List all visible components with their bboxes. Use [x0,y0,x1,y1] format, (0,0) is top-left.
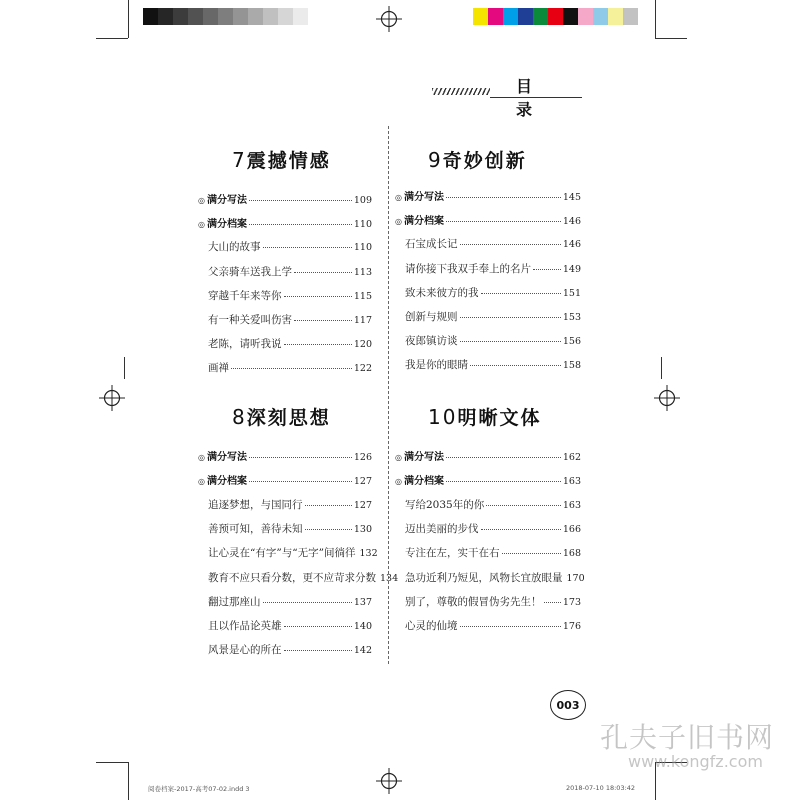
crop-mark-bottom-left-v [128,762,129,800]
toc-entry [405,261,581,276]
leader-dots [533,269,561,270]
toc-entry-page: 163 [562,476,581,488]
page-number: 003 [556,698,580,712]
section-number: 7 [232,148,247,172]
toc-entry-label: 教育不应只看分数，更不应苛求分数 [208,571,376,584]
toc-entry [198,215,372,230]
bullet-icon: ◎ [395,453,402,462]
watermark-text: 孔夫子旧书网 [600,721,775,754]
toc-entry-page: 126 [353,452,372,463]
grayscale-swatch [278,8,293,25]
toc-entry-label: 父亲骑车送我上学 [208,265,292,278]
toc-entry-page: 166 [562,523,581,535]
toc-entry [395,212,581,227]
toc-entry-page: 109 [353,195,372,206]
toc-entry-label: 且以作品论英雄 [208,620,282,633]
toc-entry [198,191,372,206]
toc-entry [208,570,399,585]
leader-dots [470,365,561,366]
toc-entry-label: 迈出美丽的步伐 [405,522,479,535]
toc-entry-page: 134 [380,572,399,584]
header-hatch-decoration [432,88,490,95]
section-number: 8 [232,405,247,429]
toc-entry-page: 130 [353,523,372,535]
section-title-9 [428,146,527,173]
process-swatch [578,8,593,25]
leader-dots [460,626,561,627]
section-title-7 [232,146,331,173]
process-color-bar [473,8,638,25]
toc-entry [405,497,581,512]
process-swatch [518,8,533,25]
toc-entry-page: 146 [562,239,581,251]
toc-entry-page: 115 [353,290,372,302]
toc-entry-label: 善预可知，善待未知 [208,522,303,535]
leader-dots [284,650,352,651]
toc-entry [208,288,372,303]
toc-entry [405,357,581,372]
toc-entry [208,594,372,609]
toc-entry [208,642,372,657]
grayscale-swatch [173,8,188,25]
toc-entry-label: 穿越千年来等你 [208,289,282,302]
toc-entry-label: 画禅 [208,362,229,375]
section-name: 奇妙创新 [442,150,527,172]
registration-mark-right-icon [654,385,680,411]
bullet-icon: ◎ [395,217,402,227]
leader-dots [446,457,561,458]
leader-dots [460,317,561,318]
toc-entry-label: 让心灵在“有字”与“无字”间徜徉 [208,547,356,560]
toc-entry [208,545,378,560]
toc-entry [198,448,372,463]
toc-entry-label: 满分写法 [206,452,247,463]
toc-entry-label: 有一种关爱叫伤害 [208,314,292,326]
leader-dots [294,272,352,273]
toc-entry [405,309,581,324]
toc-entry-page: 153 [562,312,581,323]
crop-mark-top-right-v [655,0,656,38]
toc-entry-label: 满分写法 [206,195,247,206]
bullet-icon: ◎ [198,220,205,230]
toc-entry-page: 132 [359,548,378,560]
leader-dots [284,626,352,627]
toc-entry-label: 老陈，请听我说 [208,338,282,351]
grayscale-swatch [248,8,263,25]
toc-entry-page: 142 [353,645,372,657]
toc-entry [208,239,372,254]
toc-entry-page: 173 [562,596,581,608]
leader-dots [294,320,352,321]
toc-entry-page: 176 [562,621,581,633]
toc-entry [208,521,372,536]
toc-entry-page: 120 [353,339,372,351]
crop-mark-top-left-h [96,38,128,39]
grayscale-color-bar [143,8,308,25]
toc-entry [395,472,581,487]
trim-line-left [124,357,125,379]
bullet-icon: ◎ [395,477,402,487]
toc-entry [208,497,372,512]
section-title-8 [232,403,331,430]
toc-entry-label: 写给2035年的你 [405,498,485,511]
toc-entry-page: 122 [353,363,372,375]
toc-entry [208,618,372,633]
toc-entry-label: 夜郎镇访谈 [405,335,458,348]
toc-entry-label: 心灵的仙境 [405,620,458,633]
trim-line-right [661,357,662,379]
crop-mark-top-left-v [128,0,129,38]
toc-entry-label: 请你接下我双手奉上的名片 [405,262,531,275]
toc-entry [405,236,581,251]
section-name: 深刻思想 [246,407,331,429]
process-swatch [623,8,638,25]
toc-entry-page: 140 [353,621,372,633]
leader-dots [305,505,352,506]
grayscale-swatch [158,8,173,25]
leader-dots [460,244,561,245]
registration-mark-left-icon [99,385,125,411]
toc-entry-label: 石宝成长记 [405,238,458,251]
leader-dots [446,481,561,482]
toc-entry-label: 翻过那座山 [208,595,261,608]
toc-entry [405,285,581,300]
toc-entry-label: 满分档案 [403,476,444,488]
page-number-badge [550,690,586,720]
leader-dots [284,296,352,297]
registration-mark-top-icon [376,6,402,32]
header-rule [490,97,582,98]
toc-entry [405,333,581,348]
toc-entry-page: 137 [353,596,372,608]
leader-dots [446,221,561,222]
grayscale-swatch [203,8,218,25]
section-name: 震撼情感 [246,150,331,172]
toc-entry [208,264,372,279]
toc-entry-label: 满分档案 [206,219,247,231]
crop-mark-bottom-left-h [96,762,128,763]
leader-dots [544,602,561,603]
grayscale-swatch [293,8,308,25]
toc-entry-page: 151 [562,287,581,299]
toc-entry [405,570,585,585]
toc-entry-label: 我是你的眼睛 [405,359,468,372]
leader-dots [486,505,561,506]
leader-dots [305,529,352,530]
toc-entry-label: 满分档案 [403,216,444,228]
process-swatch [548,8,563,25]
leader-dots [481,529,561,530]
toc-entry [395,448,581,463]
toc-entry-page: 145 [562,192,581,203]
toc-entry-page: 127 [353,476,372,488]
toc-entry [208,336,372,351]
registration-mark-bottom-icon [376,768,402,794]
process-swatch [563,8,578,25]
toc-entry-label: 满分写法 [403,452,444,463]
leader-dots [263,602,352,603]
grayscale-swatch [188,8,203,25]
section-title-10 [428,403,541,430]
toc-entry-page: 110 [353,242,372,254]
toc-entry-label: 专注在左，实干在右 [405,547,500,560]
process-swatch [593,8,608,25]
toc-entry-label: 满分写法 [403,192,444,203]
leader-dots [502,553,561,554]
toc-entry-label: 大山的故事 [208,241,261,254]
toc-entry-page: 117 [353,315,372,326]
leader-dots [231,368,352,369]
toc-entry-page: 127 [353,499,372,511]
toc-entry [198,472,372,487]
grayscale-swatch [263,8,278,25]
section-number: 10 [428,405,458,429]
toc-entry-label: 风景是心的所在 [208,644,282,657]
toc-entry [405,594,581,609]
footer-timestamp: 2018-07-10 18:03:42 [566,784,636,792]
toc-entry-page: 156 [562,336,581,348]
toc-entry [405,545,581,560]
leader-dots [249,481,352,482]
leader-dots [460,341,561,342]
bullet-icon: ◎ [395,193,402,202]
toc-entry [405,521,581,536]
grayscale-swatch [233,8,248,25]
toc-entry [208,312,372,327]
grayscale-swatch [218,8,233,25]
toc-entry [208,360,372,375]
process-swatch [488,8,503,25]
section-name: 明晰文体 [457,407,542,429]
toc-entry-page: 113 [353,266,372,278]
grayscale-swatch [143,8,158,25]
toc-entry [395,188,581,203]
process-swatch [608,8,623,25]
leader-dots [284,344,352,345]
leader-dots [249,200,352,201]
toc-entry-page: 110 [353,219,372,231]
toc-entry-page: 163 [562,499,581,511]
toc-entry [405,618,581,633]
bullet-icon: ◎ [198,453,205,462]
leader-dots [263,247,352,248]
section-number: 9 [428,148,443,172]
toc-entry-page: 158 [562,360,581,372]
process-swatch [503,8,518,25]
toc-entry-page: 162 [562,452,581,463]
bullet-icon: ◎ [198,196,205,205]
toc-entry-label: 追逐梦想，与国同行 [208,498,303,511]
toc-entry-page: 168 [562,548,581,560]
watermark-url: www.kongfz.com [628,752,763,771]
toc-entry-label: 致未来彼方的我 [405,286,479,299]
contents-heading: 目 录 [515,77,558,119]
leader-dots [481,293,561,294]
bullet-icon: ◎ [198,477,205,487]
footer-file-name: 阅卷档案-2017-高考07-02.indd 3 [148,785,250,793]
toc-entry-label: 别了，尊敬的假冒伪劣先生！ [405,595,542,608]
process-swatch [533,8,548,25]
crop-mark-top-right-h [655,38,687,39]
toc-entry-label: 满分档案 [206,476,247,488]
leader-dots [446,197,561,198]
toc-entry-page: 170 [566,572,585,584]
toc-entry-label: 创新与规则 [405,311,458,323]
toc-entry-page: 149 [562,263,581,275]
process-swatch [473,8,488,25]
toc-entry-page: 146 [562,216,581,228]
leader-dots [249,457,352,458]
leader-dots [249,224,352,225]
toc-entry-label: 急功近利乃短见，风物长宜放眼量 [405,571,563,584]
